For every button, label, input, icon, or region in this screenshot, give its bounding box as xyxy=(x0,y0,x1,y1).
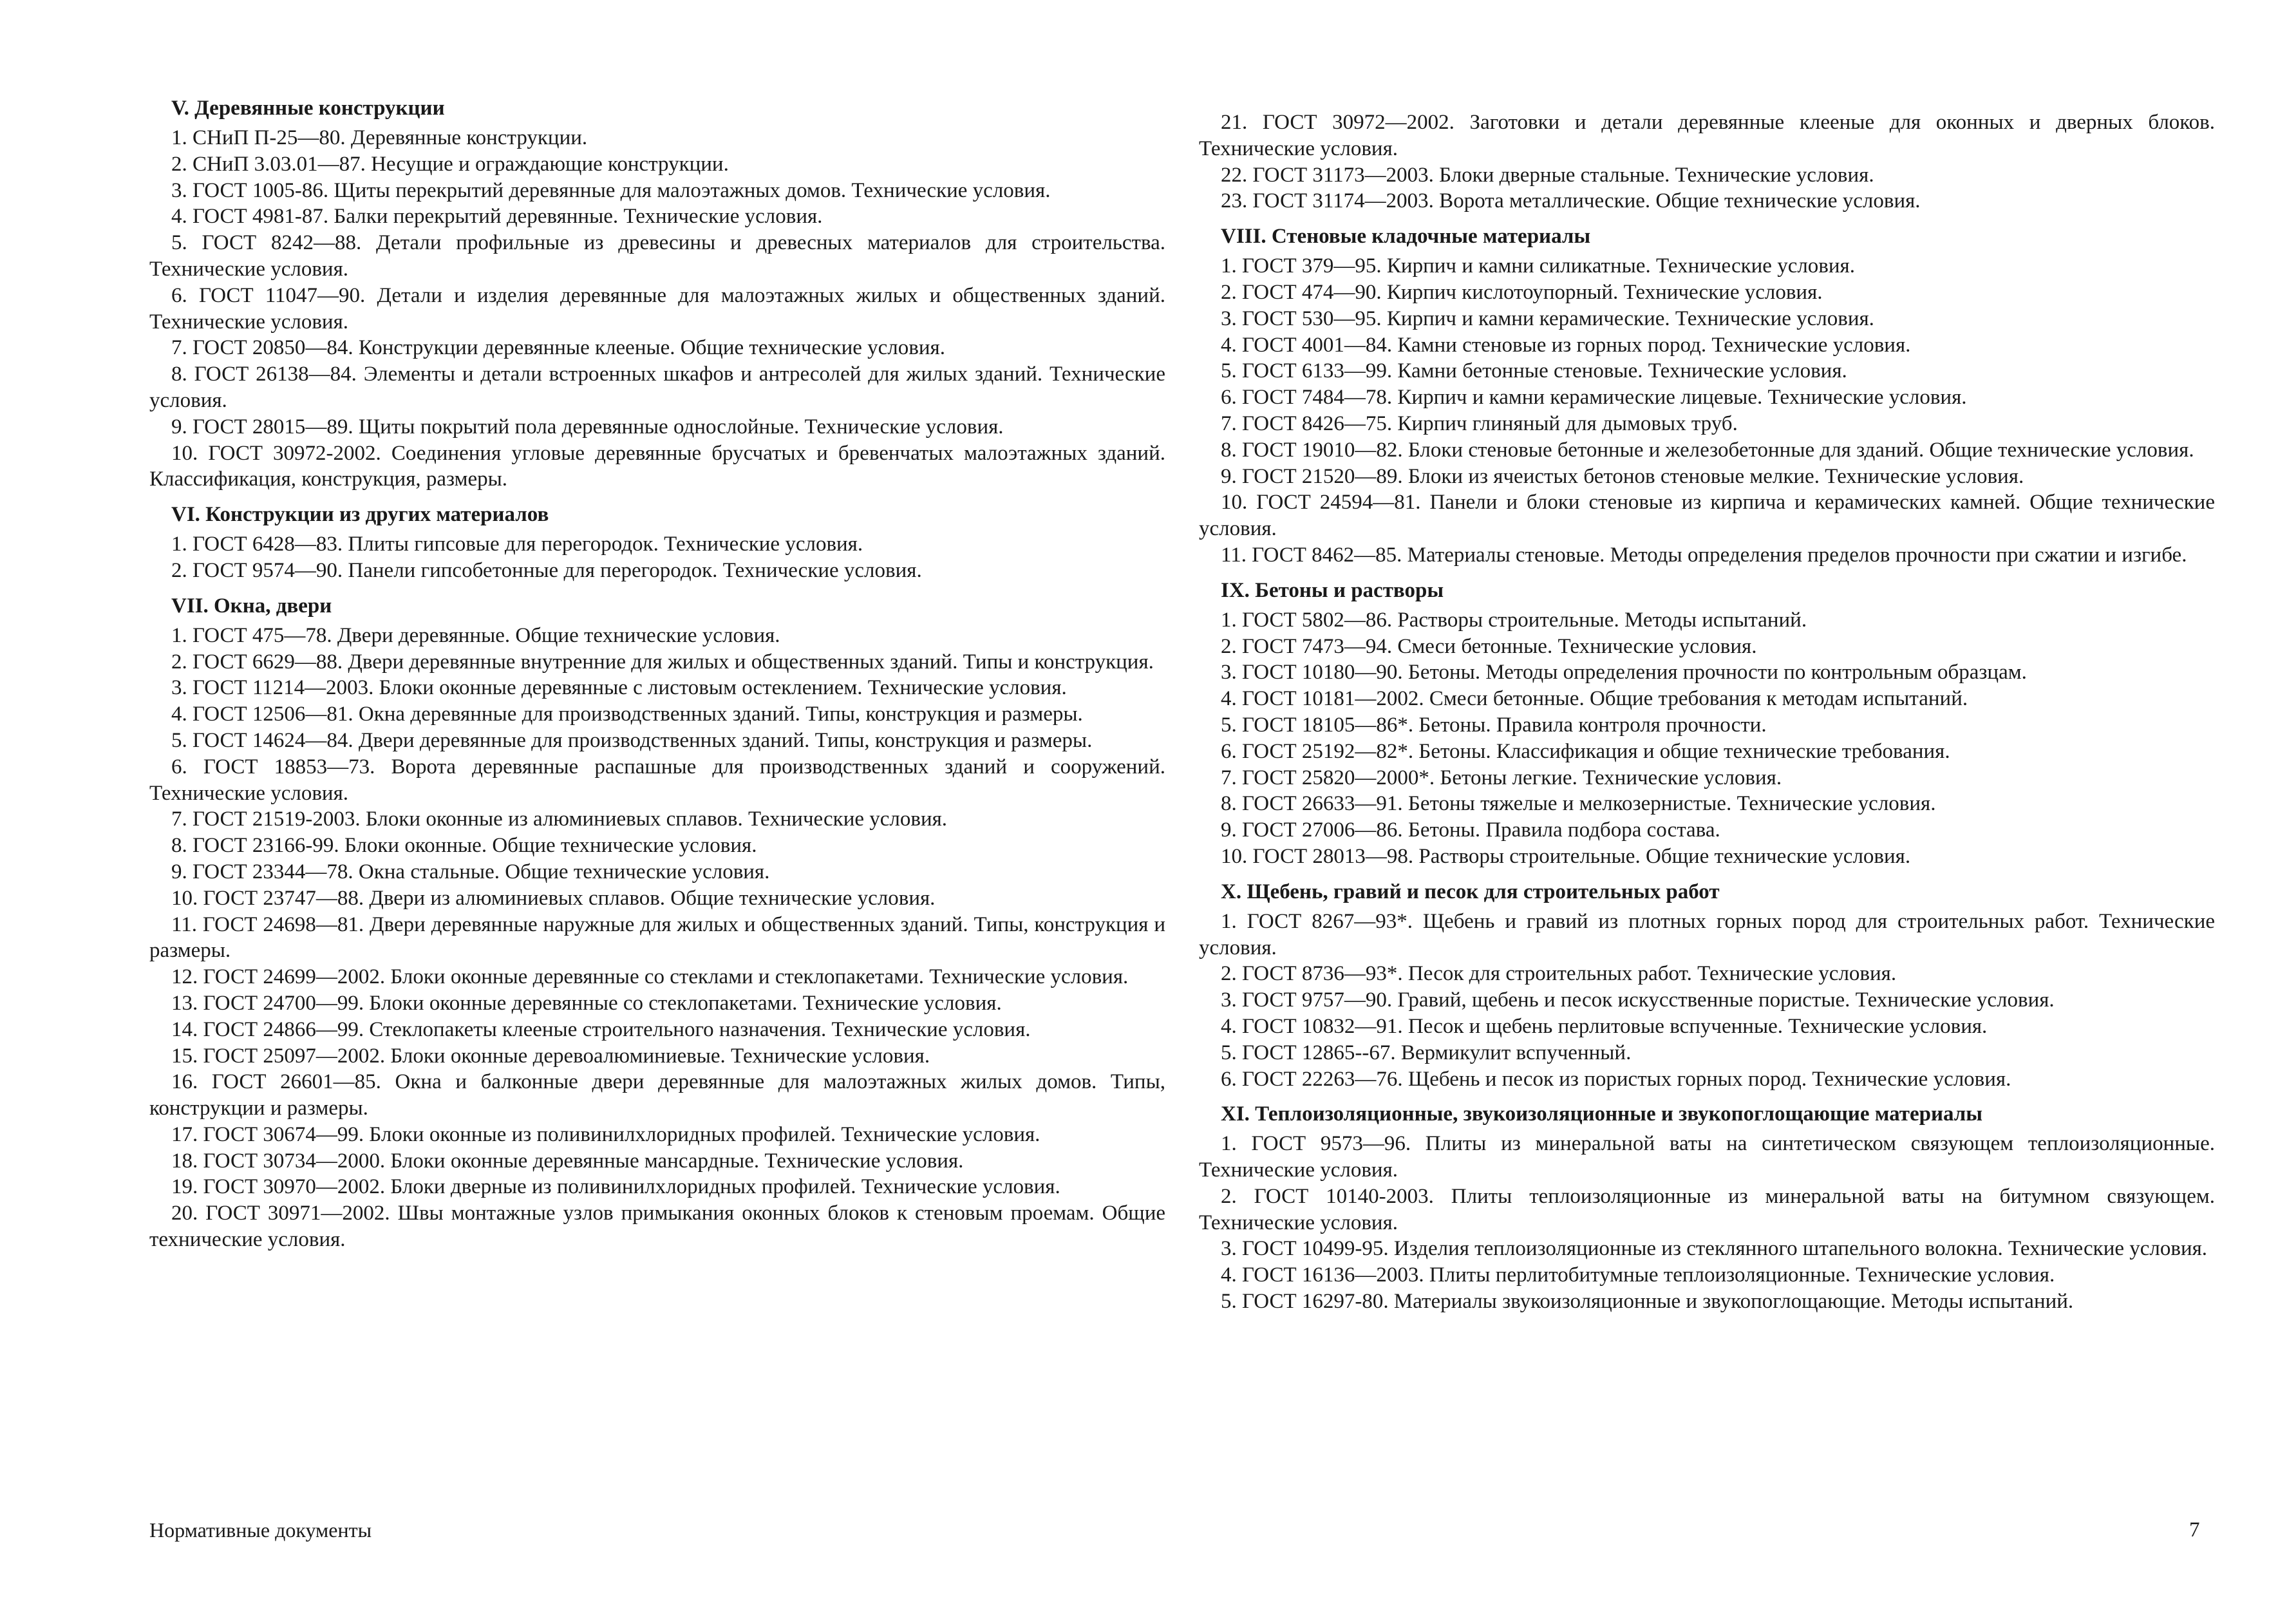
list-item: 2. ГОСТ 7473—94. Смеси бетонные. Технические условия. xyxy=(1221,634,1757,658)
list-item: 1. СНиП П-25—80. Деревянные конструкции. xyxy=(171,126,588,149)
list-item: 10. ГОСТ 30972-2002. Соединения угловые деревянные брусчатых и бревенчатых малоэтажных зданий. Классификация, конструкция, размеры. xyxy=(149,441,1165,491)
list-item: 5. ГОСТ 14624—84. Двери деревянные для производственных зданий. Типы, конструкция и размеры. xyxy=(171,728,1093,752)
section xyxy=(1199,878,2215,1093)
section xyxy=(1199,576,2215,870)
list-item: 13. ГОСТ 24700—99. Блоки оконные деревянные со стеклопакетами. Технические условия. xyxy=(171,991,1002,1015)
page-number: 7 xyxy=(2189,1518,2200,1542)
list-item: 2. ГОСТ 474—90. Кирпич кислотоупорный. Технические условия. xyxy=(1221,280,1823,304)
list-item: 22. ГОСТ 31173—2003. Блоки дверные стальные. Технические условия. xyxy=(1221,163,1874,187)
list-item: 2. ГОСТ 10140-2003. Плиты теплоизоляционные из минеральной ваты на битумном связующем. Технические условия. xyxy=(1199,1184,2215,1234)
list-item: 3. ГОСТ 10499-95. Изделия теплоизоляционные из стеклянного штапельного волокна. Технические условия. xyxy=(1221,1237,2208,1261)
list-item: 3. ГОСТ 10180—90. Бетоны. Методы определения прочности по контрольным образцам. xyxy=(1221,661,2027,685)
list-item: 10. ГОСТ 28013—98. Растворы строительные. Общие технические условия. xyxy=(1221,844,1911,868)
list-item: 5. ГОСТ 8242—88. Детали профильные из древесины и древесных материалов для строительства. Технические условия. xyxy=(149,231,1165,281)
list-item: 2. ГОСТ 8736—93*. Песок для строительных работ. Технические условия. xyxy=(1221,962,1897,986)
list-item: 4. ГОСТ 16136—2003. Плиты перлитобитумные теплоизоляционные. Технические условия. xyxy=(1221,1263,2055,1287)
section-heading: VIII. Стеновые кладочные материалы xyxy=(1221,225,1591,249)
list-item: 10. ГОСТ 23747—88. Двери из алюминиевых сплавов. Общие технические условия. xyxy=(171,886,936,910)
list-item: 1. ГОСТ 9573—96. Плиты из минеральной ваты на синтетическом связующем теплоизоляционные. Технические условия. xyxy=(1199,1132,2215,1182)
list-item: 1. ГОСТ 379—95. Кирпич и камни силикатные. Технические условия. xyxy=(1221,254,1855,278)
list-item: 7. ГОСТ 25820—2000*. Бетоны легкие. Технические условия. xyxy=(1221,766,1782,789)
section xyxy=(149,592,1165,1253)
list-item: 4. ГОСТ 10181—2002. Смеси бетонные. Общие требования к методам испытаний. xyxy=(1221,687,1968,711)
list-item: 6. ГОСТ 7484—78. Кирпич и камни керамические лицевые. Технические условия. xyxy=(1221,386,1967,410)
list-item: 17. ГОСТ 30674—99. Блоки оконные из поливинилхлоридных профилей. Технические условия. xyxy=(171,1122,1040,1146)
list-item: 6. ГОСТ 18853—73. Ворота деревянные распашные для производственных зданий и сооружений. Технические условия. xyxy=(149,755,1165,805)
list-item: 7. ГОСТ 20850—84. Конструкции деревянные клееные. Общие технические условия. xyxy=(171,336,945,360)
list-item: 9. ГОСТ 23344—78. Окна стальные. Общие технические условия. xyxy=(171,860,770,883)
list-item: 1. ГОСТ 8267—93*. Щебень и гравий из плотных горных пород для строительных работ. Технические условия. xyxy=(1199,909,2215,959)
list-item: 11. ГОСТ 8462—85. Материалы стеновые. Методы определения пределов прочности при сжатии и изгибе. xyxy=(1221,543,2187,567)
list-item: 14. ГОСТ 24866—99. Стеклопакеты клееные строительного назначения. Технические условия. xyxy=(171,1017,1031,1041)
list-item: 3. ГОСТ 530—95. Кирпич и камни керамические. Технические условия. xyxy=(1221,307,1874,330)
section xyxy=(149,94,1165,493)
list-item: 4. ГОСТ 4001—84. Камни стеновые из горных пород. Технические условия. xyxy=(1221,333,1911,357)
list-item: 2. СНиП 3.03.01—87. Несущие и ограждающие конструкции. xyxy=(171,152,729,176)
section xyxy=(1199,222,2215,569)
list-item: 7. ГОСТ 21519-2003. Блоки оконные из алюминиевых сплавов. Технические условия. xyxy=(171,807,948,831)
list-item: 4. ГОСТ 12506—81. Окна деревянные для производственных зданий. Типы, конструкция и размеры. xyxy=(171,703,1083,726)
section-heading: IX. Бетоны и растворы xyxy=(1221,578,1444,602)
list-item: 1. ГОСТ 5802—86. Растворы строительные. Методы испытаний. xyxy=(1221,608,1807,632)
list-item: 6. ГОСТ 25192—82*. Бетоны. Классификация и общие технические требования. xyxy=(1221,739,1950,763)
list-item: 8. ГОСТ 19010—82. Блоки стеновые бетонные и железобетонные для зданий. Общие технические условия. xyxy=(1221,438,2194,462)
right-column xyxy=(1199,109,2215,1315)
list-item: 15. ГОСТ 25097—2002. Блоки оконные деревоалюминиевые. Технические условия. xyxy=(171,1044,930,1068)
list-item: 12. ГОСТ 24699—2002. Блоки оконные деревянные со стеклами и стеклопакетами. Технические условия. xyxy=(171,965,1129,989)
list-item: 4. ГОСТ 10832—91. Песок и щебень перлитовые вспученные. Технические условия. xyxy=(1221,1014,1988,1038)
left-column xyxy=(149,94,1165,1253)
list-item: 4. ГОСТ 4981-87. Балки перекрытий деревянные. Технические условия. xyxy=(171,205,823,229)
section-heading: X. Щебень, гравий и песок для строительных работ xyxy=(1221,880,1720,903)
list-item: 11. ГОСТ 24698—81. Двери деревянные наружные для жилых и общественных зданий. Типы, конструкция и размеры. xyxy=(149,912,1165,963)
list-item: 16. ГОСТ 26601—85. Окна и балконные двери деревянные для малоэтажных жилых домов. Типы, конструкции и размеры. xyxy=(149,1070,1165,1120)
list-item: 3. ГОСТ 1005-86. Щиты перекрытий деревянные для малоэтажных домов. Технические условия. xyxy=(171,178,1051,202)
list-item: 6. ГОСТ 22263—76. Щебень и песок из пористых горных пород. Технические условия. xyxy=(1221,1067,2011,1091)
section-heading: XI. Теплоизоляционные, звукоизоляционные и звукопоглощающие материалы xyxy=(1221,1102,1983,1126)
list-item: 1. ГОСТ 475—78. Двери деревянные. Общие технические условия. xyxy=(171,623,780,647)
list-item: 18. ГОСТ 30734—2000. Блоки оконные деревянные мансардные. Технические условия. xyxy=(171,1149,964,1173)
list-item: 1. ГОСТ 6428—83. Плиты гипсовые для перегородок. Технические условия. xyxy=(171,533,863,556)
list-item: 2. ГОСТ 9574—90. Панели гипсобетонные для перегородок. Технические условия. xyxy=(171,558,922,582)
list-item: 20. ГОСТ 30971—2002. Швы монтажные узлов примыкания оконных блоков к стеновым проемам. Общие технические условия. xyxy=(149,1202,1165,1252)
list-item: 5. ГОСТ 6133—99. Камни бетонные стеновые. Технические условия. xyxy=(1221,359,1847,383)
list-item: 5. ГОСТ 18105—86*. Бетоны. Правила контроля прочности. xyxy=(1221,713,1767,737)
list-item: 3. ГОСТ 9757—90. Гравий, щебень и песок искусственные пористые. Технические условия. xyxy=(1221,988,2055,1012)
list-item: 9. ГОСТ 21520—89. Блоки из ячеистых бетонов стеновые мелкие. Технические условия. xyxy=(1221,464,2024,488)
section-heading: VI. Конструкции из других материалов xyxy=(171,503,549,527)
section xyxy=(149,500,1165,584)
list-item: 8. ГОСТ 26633—91. Бетоны тяжелые и мелкозернистые. Технические условия. xyxy=(1221,792,1936,816)
section-heading: VII. Окна, двери xyxy=(171,594,332,618)
list-item: 8. ГОСТ 23166-99. Блоки оконные. Общие технические условия. xyxy=(171,834,757,858)
list-item: 10. ГОСТ 24594—81. Панели и блоки стеновые из кирпича и керамических камней. Общие технические условия. xyxy=(1199,491,2215,541)
list-item: 5. ГОСТ 12865--67. Вермикулит вспученный. xyxy=(1221,1041,1632,1064)
list-item: 7. ГОСТ 8426—75. Кирпич глиняный для дымовых труб. xyxy=(1221,411,1738,435)
list-item: 6. ГОСТ 11047—90. Детали и изделия деревянные для малоэтажных жилых и общественных зданий. Технические условия. xyxy=(149,283,1165,334)
list-item: 23. ГОСТ 31174—2003. Ворота металлические. Общие технические условия. xyxy=(1221,189,1921,213)
list-item: 8. ГОСТ 26138—84. Элементы и детали встроенных шкафов и антресолей для жилых зданий. Технические условия. xyxy=(149,363,1165,412)
list-item: 3. ГОСТ 11214—2003. Блоки оконные деревянные с листовым остеклением. Технические условия. xyxy=(171,676,1067,700)
list-item: 21. ГОСТ 30972—2002. Заготовки и детали деревянные клееные для оконных и дверных блоков. Технические условия. xyxy=(1199,111,2215,160)
list-item: 5. ГОСТ 16297-80. Материалы звукоизоляционные и звукопоглощающие. Методы испытаний. xyxy=(1221,1290,2074,1314)
list-item: 9. ГОСТ 27006—86. Бетоны. Правила подбора состава. xyxy=(1221,818,1720,842)
list-item: 19. ГОСТ 30970—2002. Блоки дверные из поливинилхлоридных профилей. Технические условия. xyxy=(171,1175,1060,1199)
running-title: Нормативные документы xyxy=(149,1518,372,1542)
section xyxy=(1199,1100,2215,1315)
list-item: 9. ГОСТ 28015—89. Щиты покрытий пола деревянные однослойные. Технические условия. xyxy=(171,415,1004,439)
list-item: 2. ГОСТ 6629—88. Двери деревянные внутренние для жилых и общественных зданий. Типы и конструкция. xyxy=(171,650,1154,674)
section-heading: V. Деревянные конструкции xyxy=(171,97,445,120)
